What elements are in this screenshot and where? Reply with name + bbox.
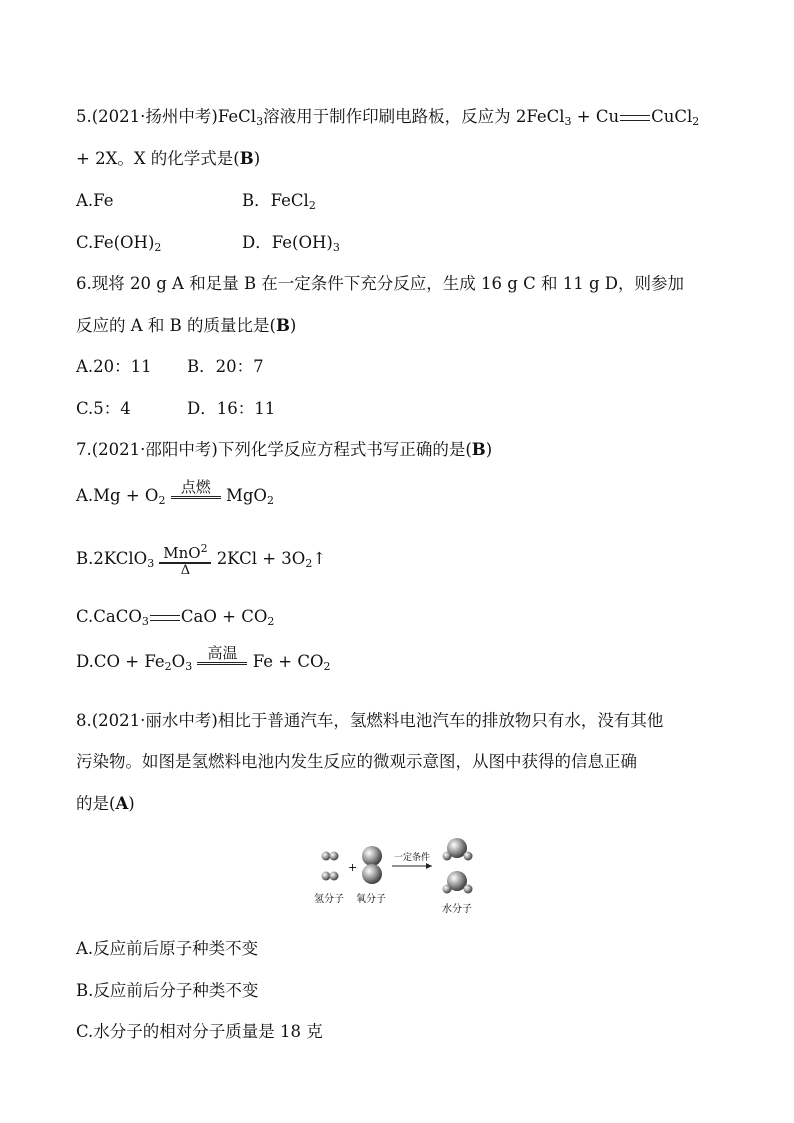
q8-stem-line3: 的是(A) [76, 794, 135, 813]
q6-options-row1 [76, 356, 264, 378]
hydrogen-molecule [322, 872, 339, 881]
q5-stem-line2: + 2X。X 的化学式是(B) [76, 149, 261, 168]
water-molecule [443, 871, 473, 894]
plus-sign: + [348, 861, 358, 874]
q6-option-d: D．16：11 [187, 399, 276, 418]
reaction-diagram [312, 838, 492, 918]
q5-stem-line1: 5.(2021·扬州中考)FeCl$_3$溶液用于制作印刷电路板，反应为 2FeCl$_3$ + Cu CuCl$_2$ [76, 107, 700, 128]
q6-options-row2 [76, 398, 276, 420]
reaction-diagram-svg [312, 838, 492, 918]
q7-a-condition: 点燃 [171, 479, 221, 499]
q6-option-a: A.20：11 [76, 357, 152, 376]
q6-stem-line2: 反应的 A 和 B 的质量比是(B) [76, 316, 297, 335]
label-water-molecule: 水分子 [442, 904, 472, 915]
q8-option-c: C.水分子的相对分子质量是 18 克 [76, 1022, 323, 1041]
q7-stem: 7.(2021·邵阳中考)下列化学反应方程式书写正确的是(B) [76, 440, 493, 459]
q8-stem-line1: 8.(2021·丽水中考)相比于普通汽车，氢燃料电池汽车的排放物只有水，没有其他 [76, 711, 664, 730]
q8-option-b: B.反应前后分子种类不变 [76, 981, 259, 1000]
q5-option-b: B．FeCl$_2$ [242, 191, 316, 212]
q7-option-a: $A.Mg + O_2$ 点燃 MgO$_2$ [76, 477, 274, 507]
q7-b-condition-bottom: Δ [180, 563, 191, 578]
q7-d-condition: 高温 [197, 645, 247, 665]
q7-b-condition-top: MnO$^2$ [159, 541, 211, 564]
q8-stem-line2: 污染物。如图是氢燃料电池内发生反应的微观示意图，从图中获得的信息正确 [76, 752, 637, 771]
water-molecule [443, 838, 473, 861]
q5-option-c: $C.Fe(OH)_2$ [76, 233, 162, 254]
q5-options-row2 [76, 232, 340, 259]
q8-option-a: A.反应前后原子种类不变 [76, 939, 259, 958]
hydrogen-molecule [322, 852, 339, 861]
oxygen-molecule [362, 846, 382, 884]
q5-option-a: A.Fe [76, 191, 114, 210]
q8-answer: A [115, 794, 129, 813]
q5-answer: B [239, 149, 254, 168]
q5-options-row1 [76, 190, 316, 212]
label-oxygen-molecule: 氧分子 [356, 894, 386, 905]
q5-option-d: D．$Fe(OH)_3$ [242, 233, 340, 254]
arrow-head-icon [426, 863, 432, 869]
q6-option-c: C.5：4 [76, 399, 131, 418]
arrow-condition-label: 一定条件 [394, 853, 431, 863]
q6-option-b: B．20：7 [187, 357, 264, 376]
q6-answer: B [275, 316, 290, 335]
q7-answer: B [471, 440, 486, 459]
equals-sign [150, 615, 180, 621]
q6-stem-line1: 6.现将 20 g A 和足量 B 在一定条件下充分反应，生成 16 g C 和 11 g D，则参加 [76, 274, 684, 293]
q7-option-d: $D.CO + Fe_2O_3$ 高温 $Fe + CO_2$ [76, 643, 331, 673]
q7-option-c: C.CaCO$_3$ CaO + $CO_2$ [76, 607, 275, 628]
label-hydrogen-molecule: 氢分子 [314, 894, 344, 905]
q7-option-b: B.2KClO$_3$ $\frac{MnO^2}{\Delta}$ $2KCl + 3O_2↑$ [76, 542, 327, 578]
equals-sign [620, 115, 650, 121]
